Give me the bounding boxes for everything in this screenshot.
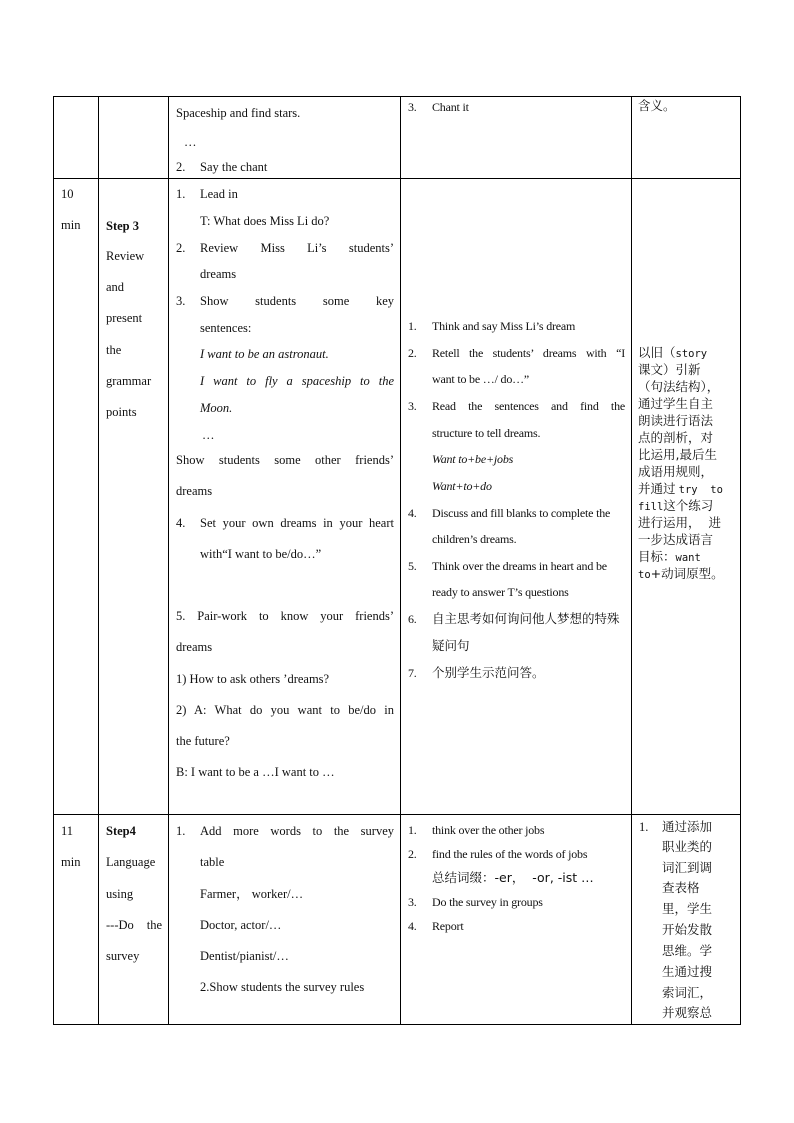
step3-teacher-item-5a: 5. Pair-work to know your friends’ (176, 609, 394, 623)
step3-student-item-4a: Discuss and fill blanks to complete the (432, 506, 611, 520)
step3-purpose-line-2: 课文）引新 (638, 362, 701, 377)
step3-purpose-line-12: 一步达成语言 (638, 532, 714, 547)
step4-student-num-1: 1. (408, 823, 417, 837)
step4-student-num-3: 3. (408, 895, 417, 909)
step3-student-item-1: Think and say Miss Li’s dream (432, 319, 576, 333)
top-purpose-text: 含义。 (638, 98, 676, 113)
step3-teacher-other-b: dreams (176, 484, 213, 498)
step4-student-item-3: Do the survey in groups (432, 895, 543, 909)
step4-purpose-num-1: 1. (639, 820, 649, 834)
step3-teacher-pair-1: 1) How to ask others ’dreams? (176, 672, 330, 686)
step4-student-num-2: 2. (408, 847, 417, 861)
step3-teacher-pair-3: B: I want to be a …I want to … (176, 765, 335, 779)
table-col-divider-1 (98, 96, 99, 1025)
step3-student-num-5: 5. (408, 559, 417, 573)
step3-time-unit: min (61, 218, 81, 232)
step3-purpose-line-4: 通过学生自主 (638, 396, 714, 411)
step3-time-number: 10 (61, 187, 74, 201)
step4-teacher-item-2: 2.Show students the survey rules (200, 980, 365, 994)
table-col-divider-2 (168, 96, 169, 1025)
step3-teacher-item-4a: Set your own dreams in your heart (200, 516, 394, 530)
step4-purpose-line-2: 职业类的 (662, 839, 713, 854)
step3-student-num-3: 3. (408, 399, 417, 413)
step3-purpose-line-8: 成语用规则， (638, 464, 714, 479)
step3-desc-1: Review (106, 249, 145, 263)
step3-desc-2: and (106, 280, 125, 294)
step4-desc-2: using (106, 887, 134, 901)
step4-purpose-line-3: 词汇到调 (662, 860, 713, 875)
step3-student-item-6b: 疑问句 (432, 638, 470, 653)
step4-student-item-2a: find the rules of the words of jobs (432, 847, 588, 861)
step4-student-item-4: Report (432, 919, 464, 933)
step3-teacher-other-a: Show students some other friends’ (176, 453, 394, 467)
step3-purpose-line-3: （句法结构）， (638, 379, 720, 394)
step4-teacher-words-2: Doctor, actor/… (200, 918, 282, 932)
step3-purpose-line-1: 以旧（story (638, 345, 708, 360)
step3-desc-5: grammar (106, 374, 152, 388)
top-teacher-num-2: 2. (176, 160, 186, 174)
top-teacher-line: Spaceship and find stars. (176, 106, 301, 120)
step3-student-item-2a: Retell the students’ dreams with “I (432, 346, 625, 360)
top-teacher-item-2: Say the chant (200, 160, 268, 174)
step4-purpose-line-9: 索词汇， (662, 985, 713, 1000)
table-col-divider-4 (631, 96, 632, 1025)
step3-teacher-question: T: What does Miss Li do? (200, 214, 330, 228)
step3-desc-3: present (106, 311, 143, 325)
step3-teacher-item-4b: with“I want to be/do…” (200, 547, 322, 561)
step3-purpose-line-9: 并通过 try to (638, 481, 723, 496)
step4-purpose-line-6: 开始发散 (662, 922, 713, 937)
step3-teacher-item-5b: dreams (176, 640, 213, 654)
step3-teacher-num-4: 4. (176, 516, 186, 530)
step4-time-unit: min (61, 855, 81, 869)
step3-desc-6: points (106, 405, 137, 419)
step4-desc-1: Language (106, 855, 156, 869)
step3-teacher-pair-2a: 2) A: What do you want to be/do in (176, 703, 394, 717)
step3-teacher-ellipsis: … (202, 428, 215, 442)
step4-purpose-line-10: 并观察总 (662, 1005, 713, 1020)
step3-teacher-sentence-1: I want to be an astronaut. (200, 347, 329, 361)
table-border-right (740, 96, 741, 1025)
step3-desc-4: the (106, 343, 122, 357)
step3-purpose-line-11: 进行运用， 进 (638, 515, 721, 530)
step3-student-formula-1: Want to+be+jobs (432, 452, 514, 466)
step3-student-item-5b: ready to answer T’s questions (432, 585, 569, 599)
table-row-divider-1 (53, 178, 741, 179)
step4-purpose-line-4: 查表格 (662, 880, 700, 895)
step4-teacher-item-1b: table (200, 855, 225, 869)
step3-teacher-item-2a: Review Miss Li’s students’ (200, 241, 394, 255)
top-student-item-3: Chant it (432, 100, 469, 114)
step3-student-item-3a: Read the sentences and find the (432, 399, 625, 413)
step3-student-item-4b: children’s dreams. (432, 532, 517, 546)
step4-student-item-1: think over the other jobs (432, 823, 545, 837)
step3-student-num-2: 2. (408, 346, 417, 360)
top-teacher-ellipsis: … (184, 135, 197, 149)
step3-teacher-num-2: 2. (176, 241, 186, 255)
step4-desc-3: ---Do the (106, 918, 162, 932)
step3-purpose-line-7: 比运用,最后生 (638, 447, 717, 462)
step4-purpose-line-1: 通过添加 (662, 819, 713, 834)
top-student-num-3: 3. (408, 100, 417, 114)
step3-teacher-item-3b: sentences: (200, 321, 252, 335)
step3-student-formula-2: Want+to+do (432, 479, 492, 493)
step3-student-num-4: 4. (408, 506, 417, 520)
step3-teacher-sentence-2b: Moon. (200, 401, 233, 415)
step3-purpose-line-14: to+动词原型。 (638, 566, 724, 581)
step3-student-num-7: 7. (408, 666, 417, 680)
table-border-top (53, 96, 741, 97)
step4-teacher-item-1a: Add more words to the survey (200, 824, 394, 838)
step4-purpose-line-5: 里，学生 (662, 901, 713, 916)
step3-teacher-item-2b: dreams (200, 267, 237, 281)
step4-student-num-4: 4. (408, 919, 417, 933)
step4-desc-4: survey (106, 949, 140, 963)
step3-teacher-item-1: Lead in (200, 187, 238, 201)
step4-title: Step4 (106, 824, 136, 838)
step3-teacher-pair-2b: the future? (176, 734, 230, 748)
step3-purpose-line-13: 目标：want (638, 549, 701, 564)
table-border-left (53, 96, 54, 1025)
step4-purpose-line-8: 生通过搜 (662, 964, 713, 979)
table-col-divider-3 (400, 96, 401, 1025)
step3-student-num-1: 1. (408, 319, 417, 333)
step3-student-item-2b: want to be …/ do…” (432, 372, 530, 386)
step3-student-num-6: 6. (408, 612, 417, 626)
step4-teacher-num-1: 1. (176, 824, 186, 838)
step4-time-number: 11 (61, 824, 74, 838)
step3-purpose-line-5: 朗读进行语法 (638, 413, 714, 428)
table-row-divider-2 (53, 814, 741, 815)
step3-student-item-3b: structure to tell dreams. (432, 426, 541, 440)
step3-purpose-line-6: 点的剖析，对 (638, 430, 714, 445)
step3-student-item-5a: Think over the dreams in heart and be (432, 559, 607, 573)
step3-purpose-line-10: fill这个练习 (638, 498, 714, 513)
step4-teacher-words-3: Dentist/pianist/… (200, 949, 289, 963)
table-border-bottom (53, 1024, 741, 1025)
step3-teacher-num-1: 1. (176, 187, 186, 201)
step3-student-item-7: 个别学生示范问答。 (432, 665, 545, 680)
step4-student-item-2b: 总结词缀：-er， -or, -ist … (432, 870, 594, 885)
step4-purpose-line-7: 思维。学 (662, 943, 713, 958)
step3-teacher-num-3: 3. (176, 294, 186, 308)
step3-teacher-sentence-2a: I want to fly a spaceship to the (200, 374, 394, 388)
step3-teacher-item-3a: Show students some key (200, 294, 394, 308)
step3-title: Step 3 (106, 219, 139, 233)
step4-teacher-words-1: Farmer， worker/… (200, 887, 304, 901)
step3-student-item-6a: 自主思考如何询问他人梦想的特殊 (432, 611, 620, 626)
